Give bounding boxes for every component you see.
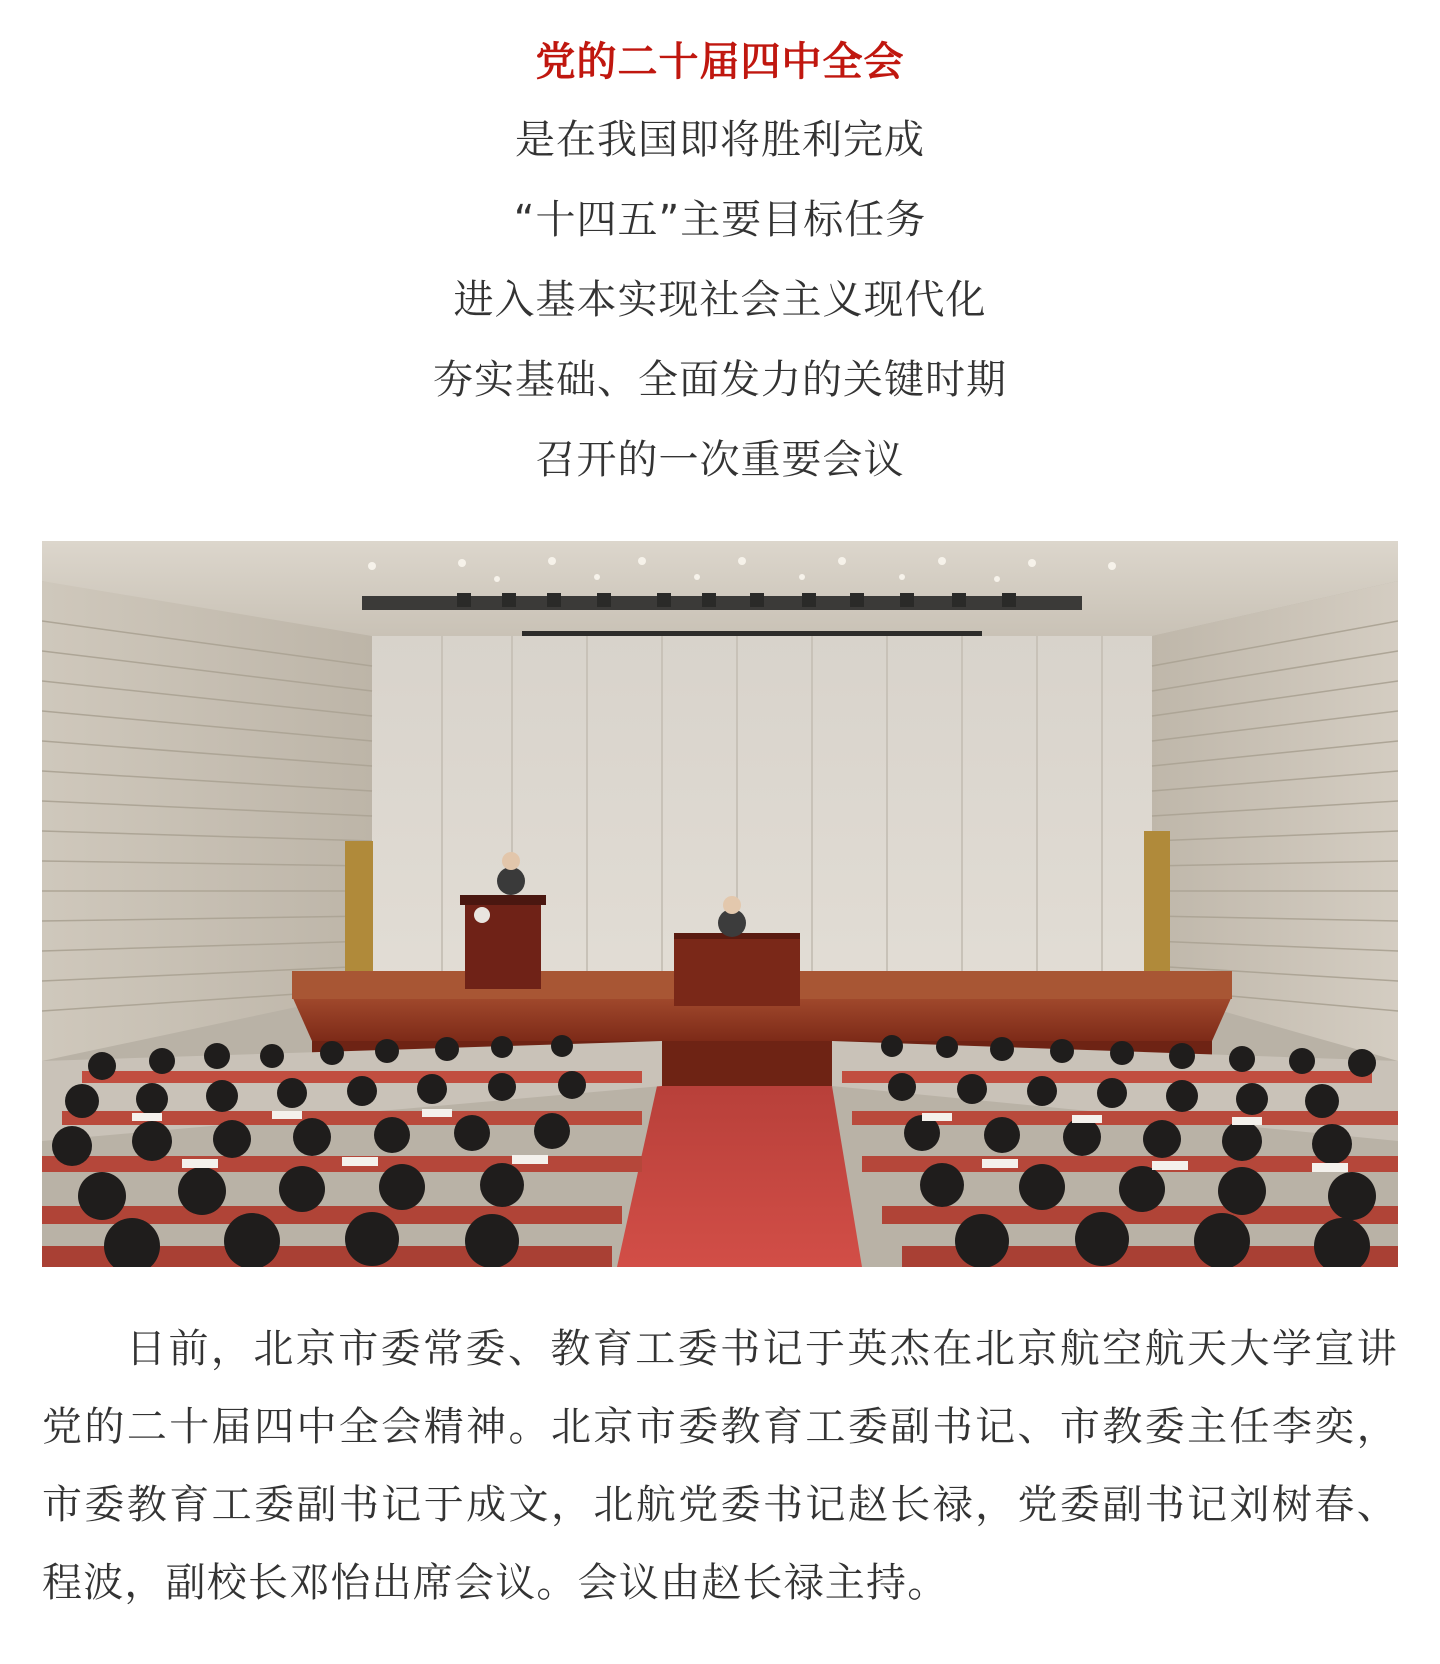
podium-top — [460, 895, 546, 905]
intro-block — [0, 24, 1440, 500]
speaker-body — [497, 867, 525, 895]
conference-hall-photo — [42, 541, 1398, 1267]
intro-title: 党的二十届四中全会 — [535, 39, 905, 85]
intro-line-1: 是在我国即将胜利完成 — [515, 117, 925, 163]
host-head — [723, 896, 741, 914]
speaker-head — [502, 852, 520, 870]
aisle-carpet — [617, 1086, 862, 1267]
intro-line-2: “十四五”主要目标任务 — [513, 197, 927, 243]
presiding-table — [674, 936, 800, 1006]
podium-emblem — [474, 907, 490, 923]
intro-line-3: 进入基本实现社会主义现代化 — [453, 277, 987, 323]
intro-line-5: 召开的一次重要会议 — [535, 437, 905, 483]
article-paragraph: 日前，北京市委常委、教育工委书记于英杰在北京航空航天大学宣讲党的二十届四中全会精神。北京市委教育工委副书记、市教委主任李奕，市委教育工委副书记于成文，北航党委书记赵长禄，党委副书记刘树春、程波，副校长邓怡出席会议。会议由赵长禄主持。 — [42, 1326, 1398, 1606]
intro-line-4: 夯实基础、全面发力的关键时期 — [433, 357, 1007, 403]
conference-hall-illustration — [42, 541, 1398, 1267]
